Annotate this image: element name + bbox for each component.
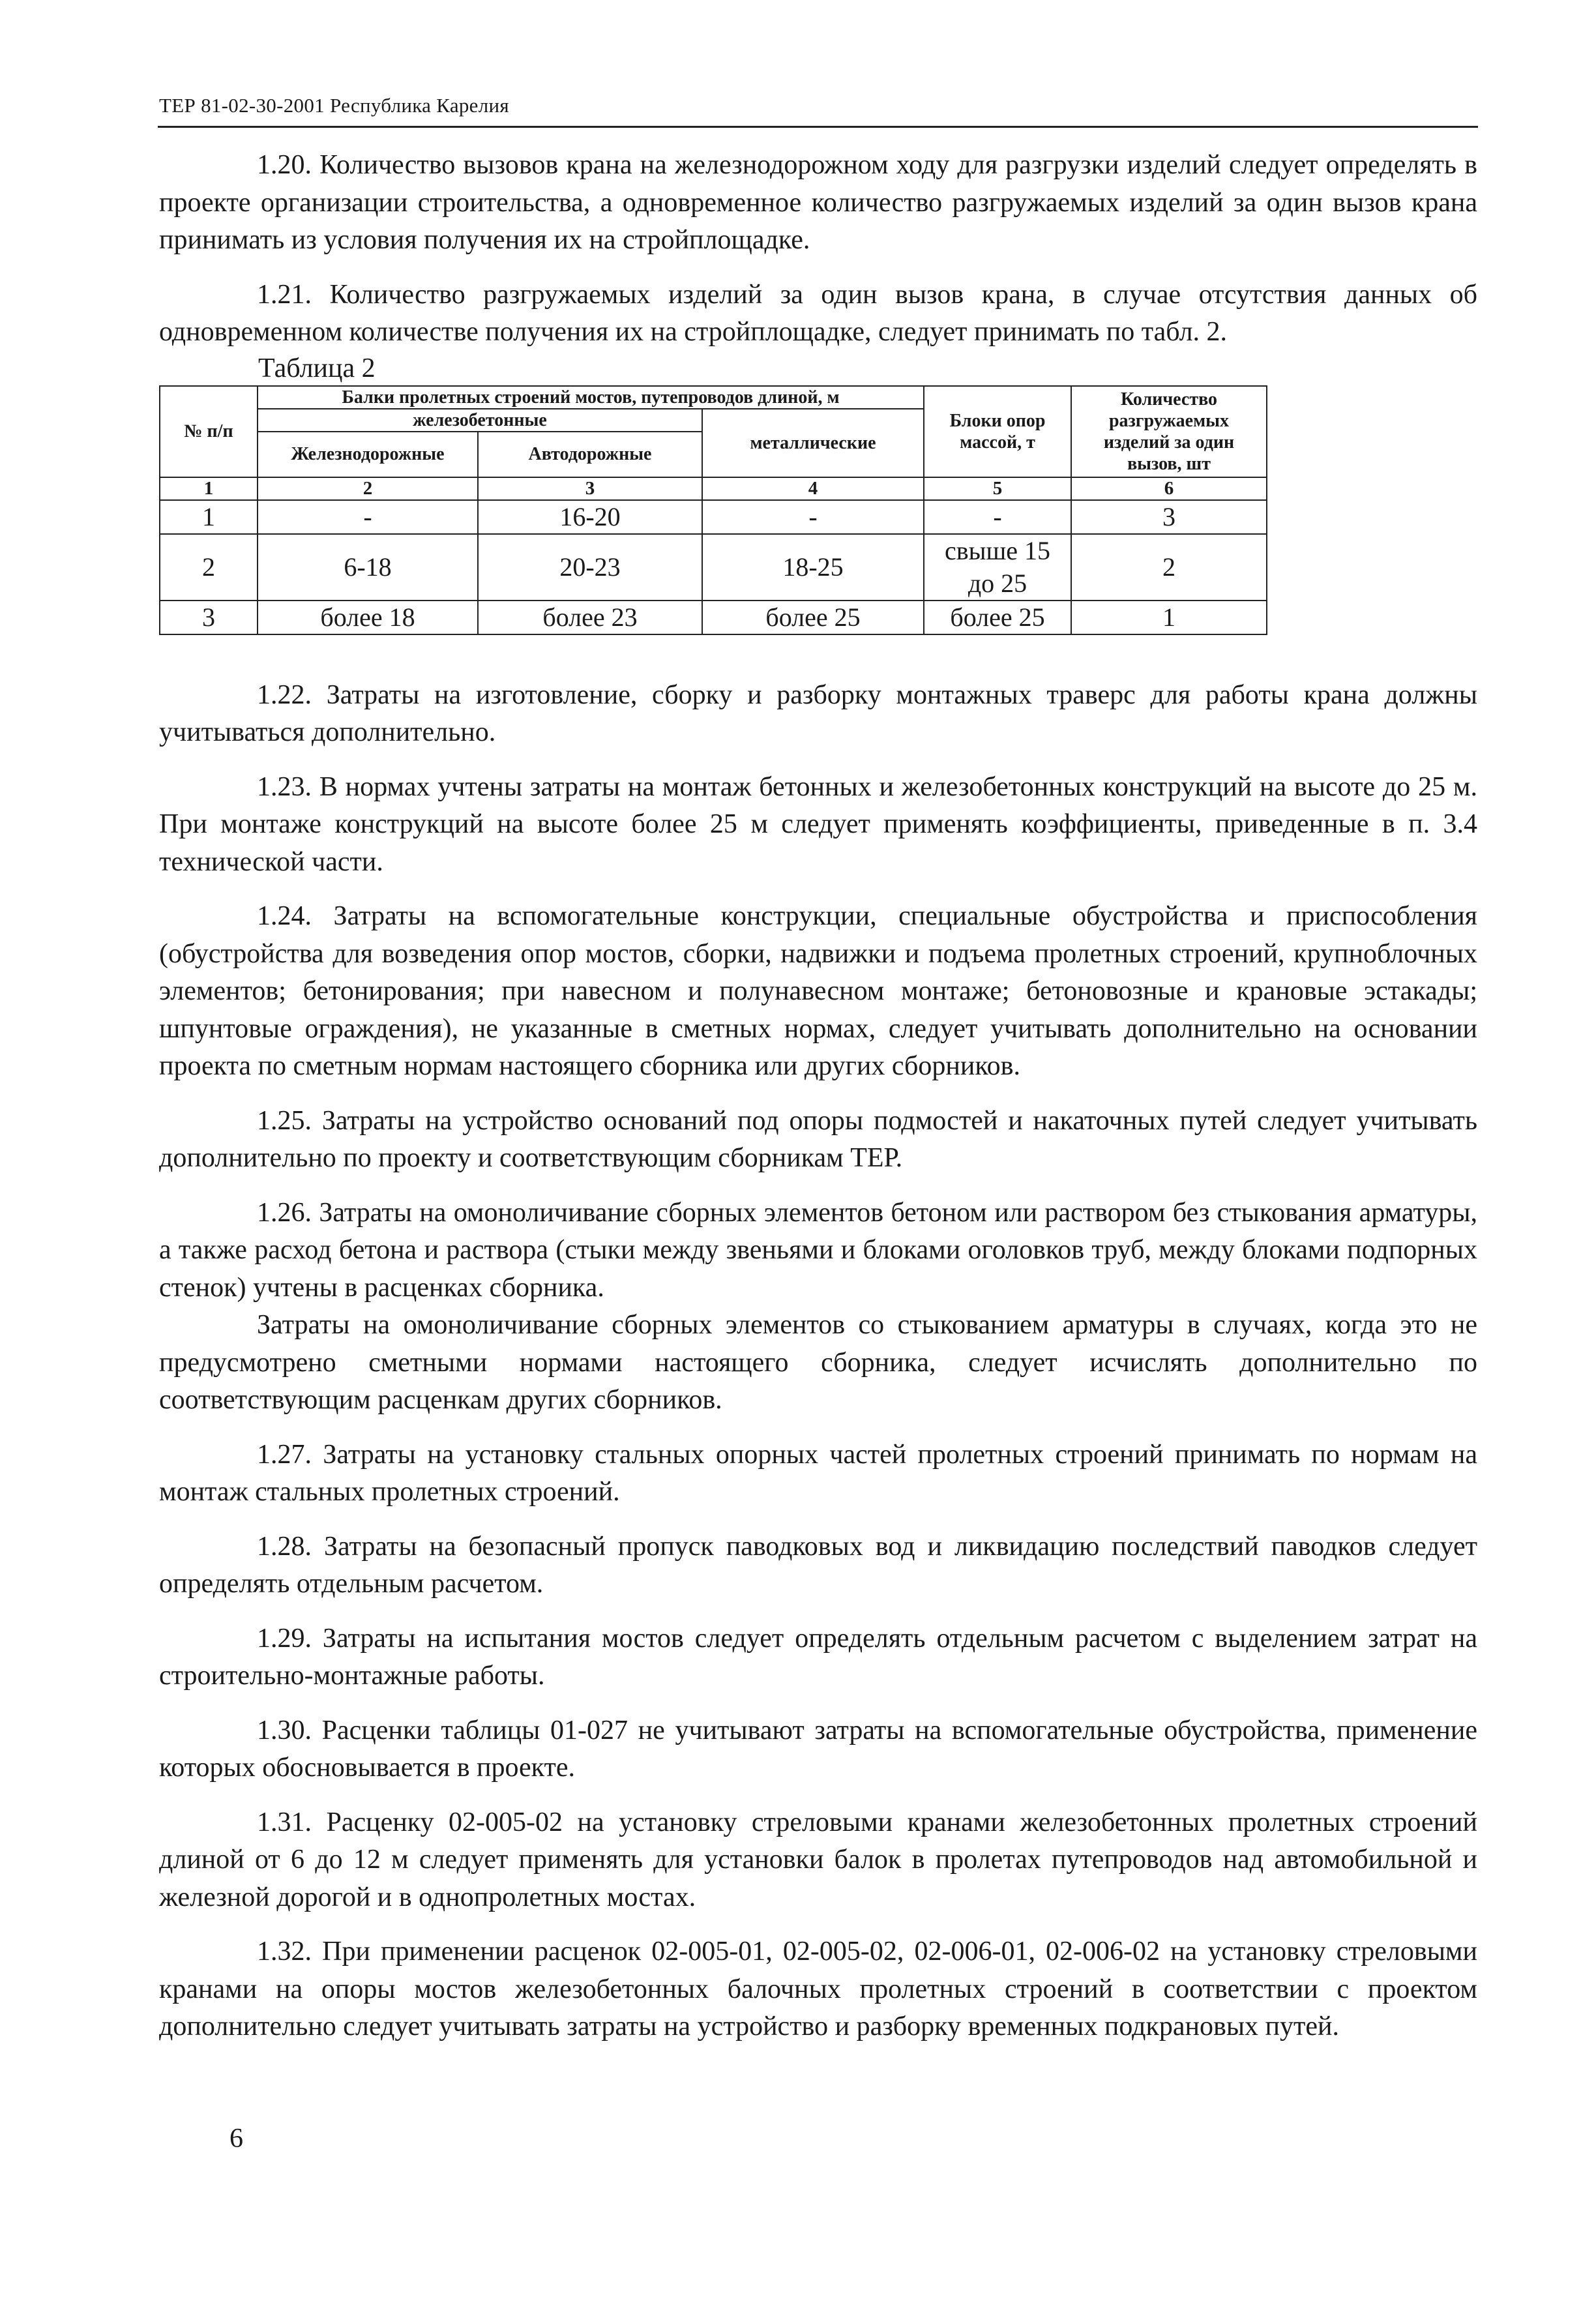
paragraph-1-22: 1.22. Затраты на изготовление, сборку и разборку монтажных траверс для работы крана должны учитываться дополнительно. <box>159 679 1477 747</box>
column-number: 4 <box>702 477 924 500</box>
table-cell: более 25 <box>702 601 924 634</box>
paragraph-1-25: 1.25. Затраты на устройство оснований под опоры подмостей и накаточных путей следует учитывать дополнительно по проекту и соответствующим сборникам ТЕР. <box>159 1105 1477 1173</box>
table-cell: 20-23 <box>478 534 702 601</box>
paragraph-1-29: 1.29. Затраты на испытания мостов следует определять отдельным расчетом с выделением затрат на строительно-монтажные работы. <box>159 1623 1477 1691</box>
table-caption: Таблица 2 <box>258 353 376 383</box>
table-cell: более 18 <box>258 601 478 634</box>
table-cell: 2 <box>1071 534 1267 601</box>
running-header: ТЕР 81-02-30-2001 Республика Карелия <box>159 94 509 117</box>
paragraph-1-30: 1.30. Расценки таблицы 01-027 не учитывают затраты на вспомогательные обустройства, применение которых обосновывается в проекте. <box>159 1715 1477 1783</box>
table-cell: 3 <box>1071 500 1267 534</box>
header-reinforced-concrete: железобетонные <box>258 409 702 432</box>
column-number: 2 <box>258 477 478 500</box>
table-cell: более 25 <box>924 601 1071 634</box>
table-cell: - <box>924 500 1071 534</box>
header-railway: Железнодорожные <box>258 432 478 477</box>
column-number: 5 <box>924 477 1071 500</box>
paragraph-1-27: 1.27. Затраты на установку стальных опорных частей пролетных строений принимать по нормам на монтаж стальных пролетных строений. <box>159 1439 1477 1507</box>
table-cell: более 23 <box>478 601 702 634</box>
header-rule <box>158 126 1478 128</box>
header-blocks: Блоки опор массой, т <box>924 386 1071 477</box>
paragraph-1-20: 1.20. Количество вызовов крана на железнодорожном ходу для разгрузки изделий следует определять в проекте организации строительства, а одновременное количество разгружаемых изделий за один вызов крана принимать из условия получения их на стройплощадке. <box>159 150 1477 255</box>
paragraph-1-23: 1.23. В нормах учтены затраты на монтаж бетонных и железобетонных конструкций на высоте до 25 м. При монтаже конструкций на высоте более 25 м следует применять коэффициенты, приведенные в п. 3.4 технической части. <box>159 771 1477 877</box>
header-beams-group: Балки пролетных строений мостов, путепроводов длиной, м <box>258 386 924 409</box>
page-content <box>159 147 1477 2063</box>
column-number: 3 <box>478 477 702 500</box>
table-cell: 1 <box>160 500 258 534</box>
paragraph-1-26: 1.26. Затраты на омоноличивание сборных элементов бетоном или раствором без стыкования арматуры, а также расход бетона и раствора (стыки между звеньями и блоками оголовков труб, между блоками подпорных стенок) учтены в расценках сборника. <box>159 1197 1477 1303</box>
table-cell: - <box>702 500 924 534</box>
table-cell: свыше 15 до 25 <box>924 534 1071 601</box>
paragraph-1-21: 1.21. Количество разгружаемых изделий за один вызов крана, в случае отсутствия данных об одновременном количестве получения их на стройплощадке, следует принимать по табл. 2. <box>159 279 1477 347</box>
table-row <box>160 500 1267 534</box>
table-cell: 16-20 <box>478 500 702 534</box>
table-cell: 6-18 <box>258 534 478 601</box>
header-row-number: № п/п <box>160 386 258 477</box>
paragraph-1-28: 1.28. Затраты на безопасный пропуск паводковых вод и ликвидацию последствий паводков следует определять отдельным расчетом. <box>159 1531 1477 1599</box>
table-cell: - <box>258 500 478 534</box>
paragraph-1-24: 1.24. Затраты на вспомогательные конструкции, специальные обустройства и приспособления (обустройства для возведения опор мостов, сборки, надвижки и подъема пролетных строений, крупноблочных элементов; бетонирования; при навесном и полунавесном монтаже; бетоновозные и крановые эстакады; шпунтовые ограждения), не указанные в сметных нормах, следует учитывать дополнительно на основании проекта по сметным нормам настоящего сборника или других сборников. <box>159 901 1477 1081</box>
table-cell: 2 <box>160 534 258 601</box>
paragraph-1-31: 1.31. Расценку 02-005-02 на установку стреловыми кранами железобетонных пролетных строений длиной от 6 до 12 м следует применять для установки балок в пролетах путепроводов над автомобильной и железной дорогой и в однопролетных мостах. <box>159 1807 1477 1912</box>
header-road: Автодорожные <box>478 432 702 477</box>
paragraph-1-26-continued: Затраты на омоноличивание сборных элементов со стыкованием арматуры в случаях, когда это не предусмотрено сметными нормами настоящего сборника, следует исчислять дополнительно по соответствующим расценкам других сборников. <box>159 1310 1477 1415</box>
header-metal: металлические <box>702 409 924 477</box>
column-number: 1 <box>160 477 258 500</box>
table-row <box>160 601 1267 634</box>
header-quantity: Количество разгружаемых изделий за один вызов, шт <box>1071 386 1267 477</box>
table-cell: 18-25 <box>702 534 924 601</box>
paragraph-1-32: 1.32. При применении расценок 02-005-01, 02-005-02, 02-006-01, 02-006-02 на установку стреловыми кранами на опоры мостов железобетонных балочных пролетных строений в соответствии с проектом дополнительно следует учитывать затраты на устройство и разборку временных подкрановых путей. <box>159 1937 1477 2041</box>
table-cell: 1 <box>1071 601 1267 634</box>
page-number: 6 <box>229 2124 243 2154</box>
table-row <box>160 534 1267 601</box>
table-cell: 3 <box>160 601 258 634</box>
column-number: 6 <box>1071 477 1267 500</box>
table-2 <box>159 385 1267 635</box>
